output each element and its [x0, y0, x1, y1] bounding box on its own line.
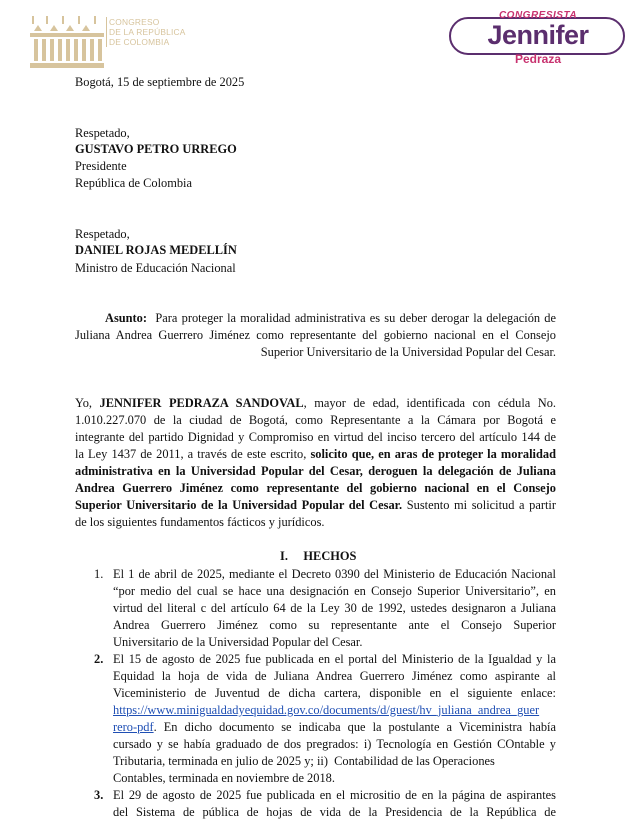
- intro-line: 1.010.227.070 de la ciudad de Bogotá, como Representante a la Cámara por Bogotá e: [75, 413, 556, 427]
- section-number: I.: [280, 549, 288, 563]
- recipient-title: Ministro de Educación Nacional: [75, 261, 236, 275]
- list-item-line: El 29 de agosto de 2025 fue publicada en el micrositio de en la página de aspirantes: [113, 788, 556, 802]
- date-line: Bogotá, 15 de septiembre de 2025: [75, 75, 245, 89]
- intro-text: la Ley 1437 de 2011, a través de este escrito,: [75, 447, 307, 461]
- section-heading: [280, 548, 356, 564]
- asunto-label: Asunto:: [105, 311, 147, 325]
- intro-line: [75, 395, 556, 411]
- intro-yo: Yo,: [75, 396, 92, 410]
- logo-divider: [106, 17, 107, 47]
- congreso-logo-line: DE COLOMBIA: [109, 37, 170, 47]
- signer-name: JENNIFER PEDRAZA SANDOVAL: [99, 396, 304, 410]
- intro-line: de los siguientes fundamentos fácticos y jurídicos.: [75, 515, 325, 529]
- congreso-logo: [28, 13, 193, 73]
- list-number: 1.: [94, 567, 104, 581]
- intro-line: integrante del partido Dignidad y Compromiso en virtud del inciso tercero del artículo 144 de: [75, 430, 556, 444]
- intro-text: Sustento mi solicitud a partir: [406, 498, 556, 512]
- recipient-name: DANIEL ROJAS MEDELLÍN: [75, 243, 237, 257]
- list-item-line: [113, 702, 539, 718]
- intro-line: [75, 497, 556, 513]
- candidate-logo-surname: Pedraza: [514, 52, 562, 66]
- list-item-line: Viceministerio de Juventud de dicha cartera, disponible en el siguiente enlace:: [113, 686, 556, 700]
- list-item-line: “por medio del cual se hace una designación en Consejo Superior Universitario”, en: [113, 584, 556, 598]
- list-item-line: del Sistema de pública de hojas de vida de la Presidencia de la República de: [113, 805, 556, 819]
- list-item-line: cursado y se había graduado de dos pregrados: i) Tecnología en Gestión COntable y: [113, 737, 556, 751]
- salutation: Respetado,: [75, 126, 130, 140]
- capitol-building-icon: [28, 13, 108, 73]
- intro-line: Andrea Guerrero Jiménez como representante del gobierno nacional en el Consejo: [75, 481, 556, 495]
- hoja-de-vida-link[interactable]: https://www.minigualdadyequidad.gov.co/documents/d/guest/hv_juliana_andrea_guer: [113, 703, 540, 717]
- asunto-line: Juliana Andrea Guerrero Jiménez como representante del gobierno nacional en el Consejo: [75, 328, 556, 342]
- list-item-line: El 1 de abril de 2025, mediante el Decreto 0390 del Ministerio de Educación Nacional: [113, 567, 556, 581]
- candidate-logo: [447, 10, 629, 66]
- section-title: HECHOS: [303, 549, 357, 563]
- congreso-logo-line: CONGRESO: [109, 17, 160, 27]
- recipient-org: República de Colombia: [75, 176, 192, 190]
- list-item-line: Equidad la hoja de vida de Juliana Andrea Guerrero Jiménez como aspirante al: [113, 669, 556, 683]
- intro-bold: solicito que, en aras de proteger la moralidad: [310, 447, 556, 461]
- candidate-logo-top: CONGRESISTA: [498, 10, 578, 21]
- list-item-line: Universitario de la Universidad Popular del Cesar.: [113, 635, 363, 649]
- list-item-line: [113, 719, 556, 735]
- congreso-logo-line: DE LA REPÚBLICA: [109, 27, 186, 37]
- intro-text: , mayor de edad, identificada con cédula No.: [303, 396, 557, 410]
- list-item-line: El 15 de agosto de 2025 fue publicada en el portal del Ministerio de la Igualdad y la: [113, 652, 556, 666]
- list-item-line: Contables, terminada en noviembre de 2018.: [113, 771, 335, 785]
- hoja-de-vida-link-cont[interactable]: rero-pdf: [113, 720, 154, 734]
- list-number: 3.: [94, 788, 104, 802]
- congreso-logo-text: [109, 17, 193, 47]
- recipient-title: Presidente: [75, 159, 127, 173]
- salutation: Respetado,: [75, 227, 130, 241]
- recipient-name: GUSTAVO PETRO URREGO: [75, 142, 237, 156]
- list-item-line: Andrea Guerrero Jiménez como su representante ante el Consejo Superior: [113, 618, 556, 632]
- intro-line: administrativa en la Universidad Popular del Cesar, deroguen la delegación de Juliana: [75, 464, 556, 478]
- intro-line: [75, 446, 556, 462]
- asunto-text: Para proteger la moralidad administrativa es su deber derogar la delegación de: [155, 311, 556, 325]
- list-item-line: virtud del literal c del artículo 64 de la Ley 30 de 1992, ustedes designaron a Juliana: [113, 601, 556, 615]
- list-number: 2.: [94, 652, 104, 666]
- intro-bold: Superior Universitario de la Universidad Popular del Cesar.: [75, 498, 403, 512]
- list-item-text: . En dicho documento se indicaba que la postulante a Viceministra había: [153, 720, 556, 734]
- asunto-line: [105, 310, 556, 326]
- candidate-logo-name: Jennifer: [487, 20, 589, 50]
- asunto-line: Superior Universitario de la Universidad Popular del Cesar.: [260, 345, 556, 359]
- list-item-line: Tributaria, terminada en julio de 2025 y; ii) Contabilidad de las Operaciones: [113, 754, 495, 768]
